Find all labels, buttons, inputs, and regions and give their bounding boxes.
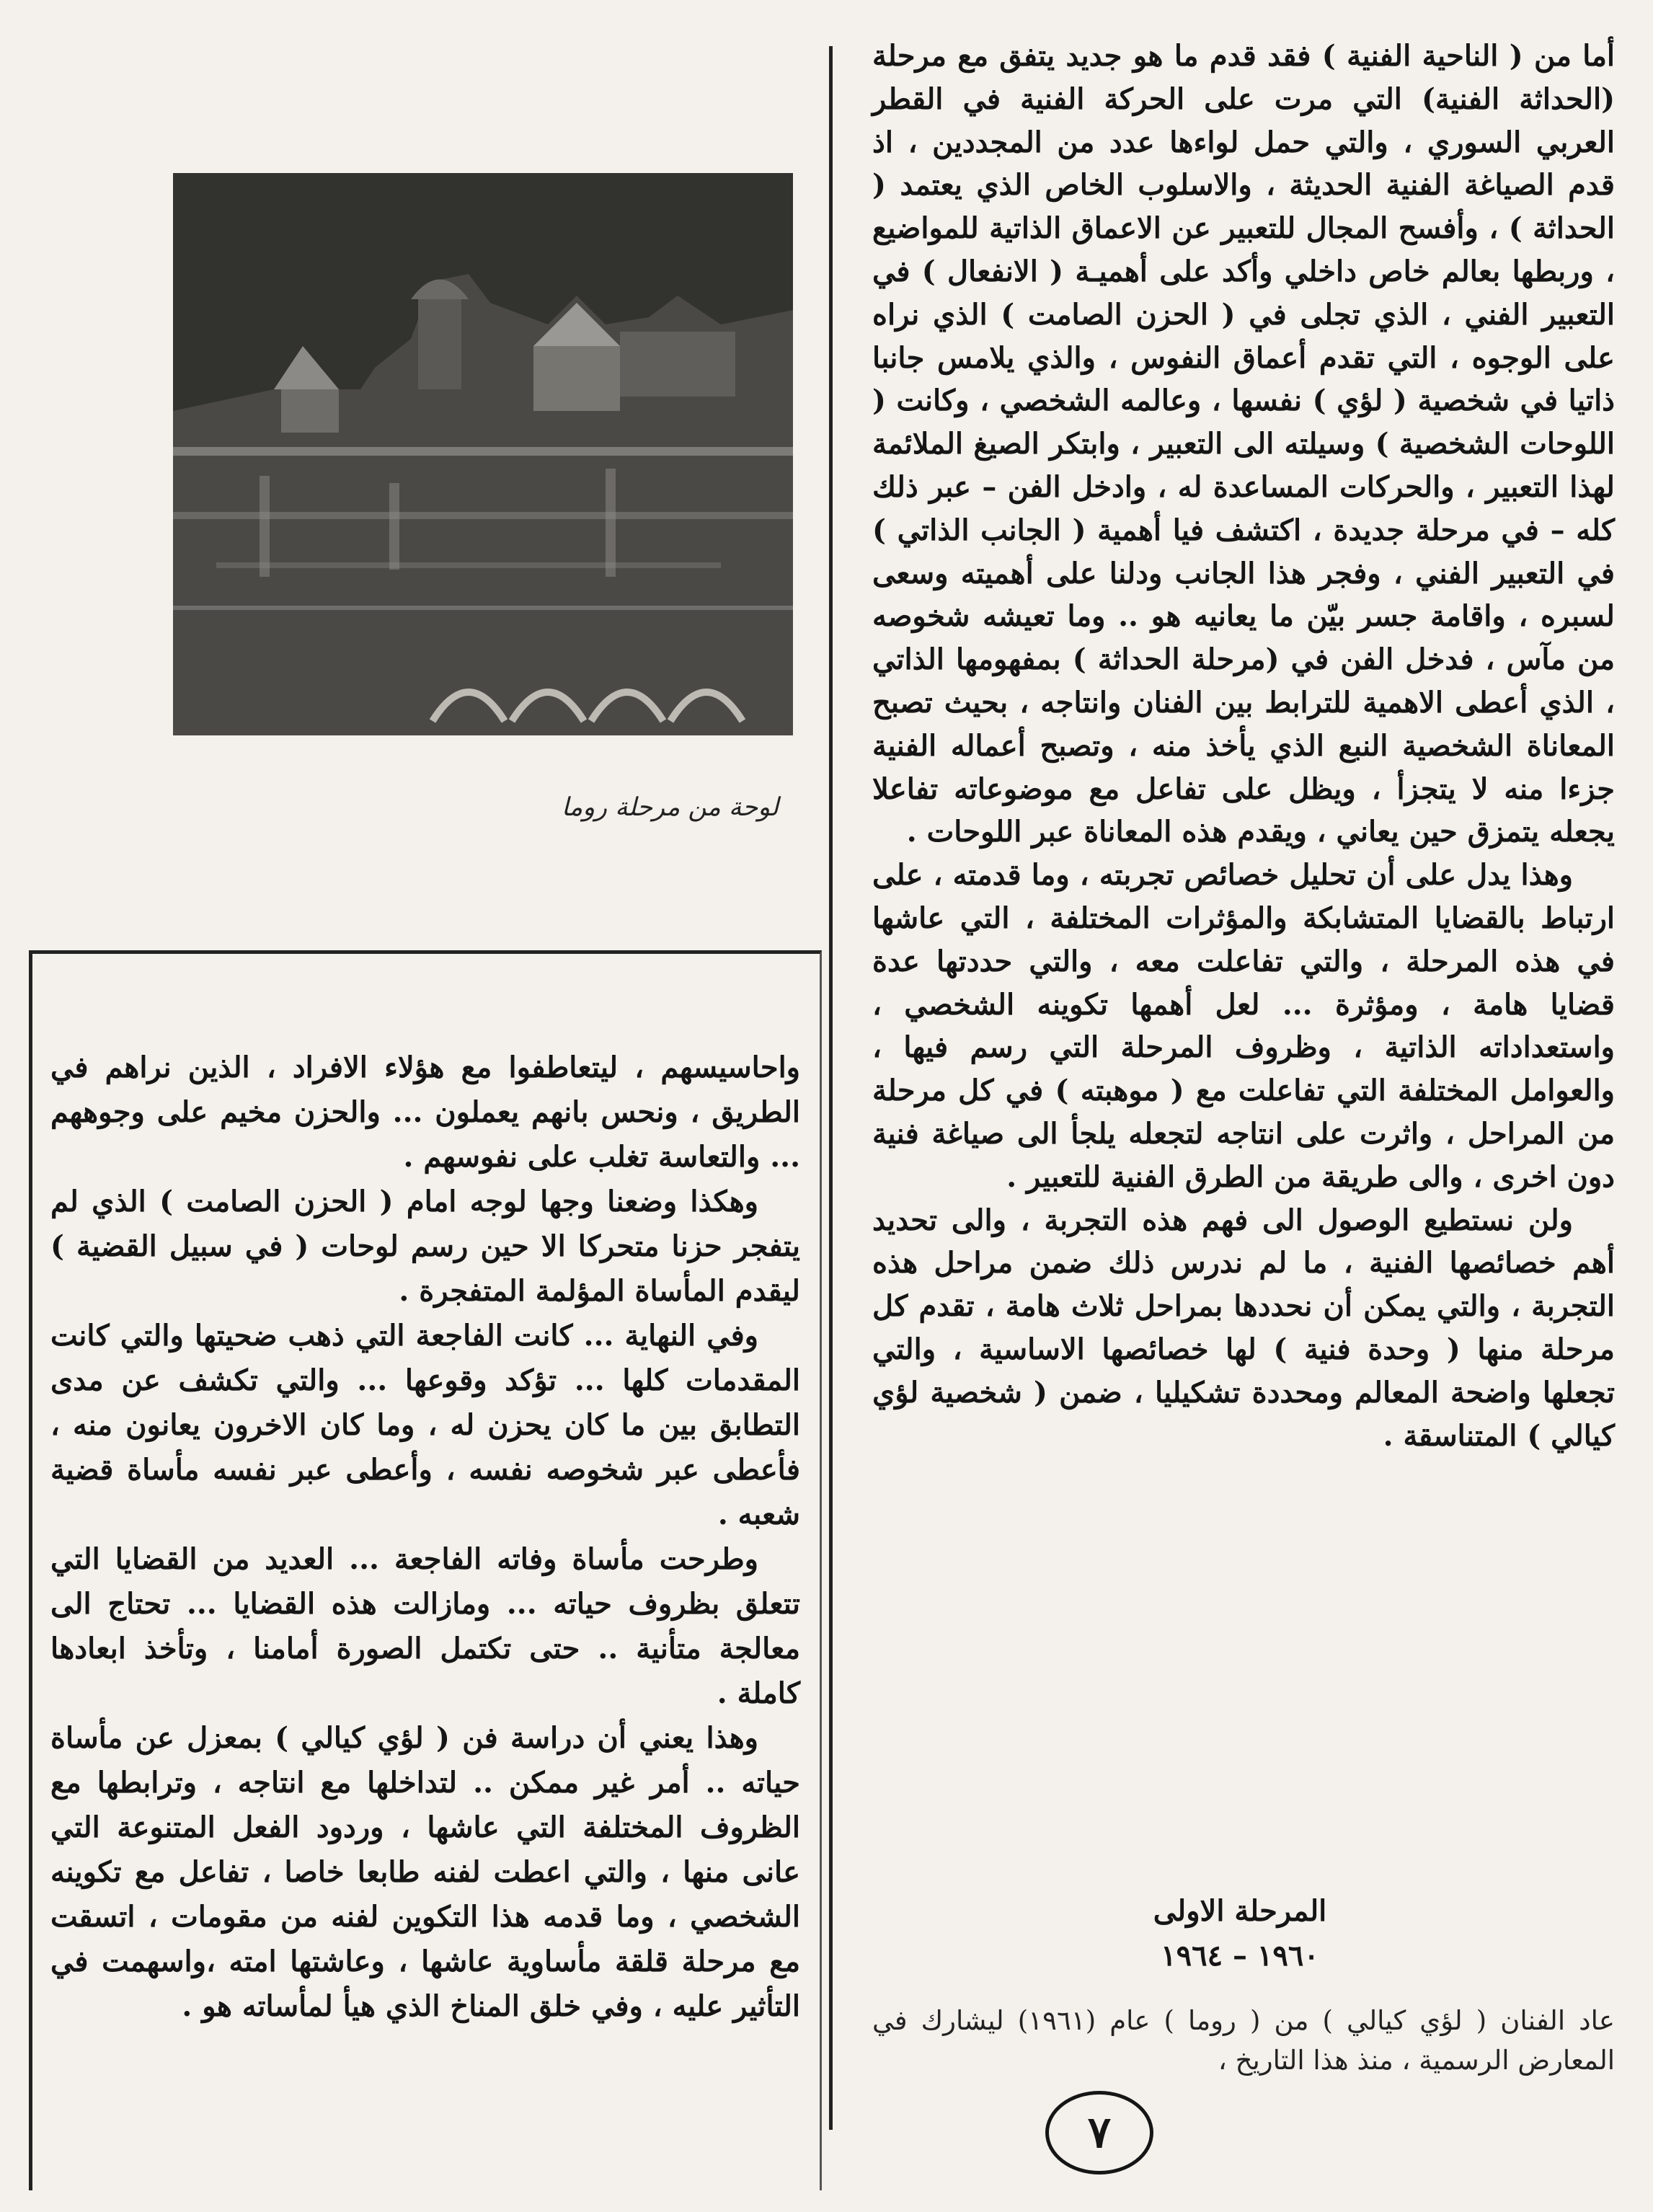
paragraph: واحاسيسهم ، ليتعاطفوا مع هؤلاء الافراد ، الذين نراهم في الطريق ، ونحس بانهم يعملون ... والحزن مخيم على وجوههم ... والتعاسة تغلب على نفوسهم .: [50, 1050, 801, 1174]
section-intro-text: عاد الفنان ( لؤي كيالي ) من ( روما ) عام (١٩٦١) ليشارك في المعارض الرسمية ، منذ هذا التاريخ ،: [872, 2005, 1615, 2076]
paragraph: ولن نستطيع الوصول الى فهم هذه التجربة ، والى تحديد أهم خصائصها الفنية ، ما لم ندرس ذلك ضمن مراحل هذه التجربة ، والتي يمكن أن نحددها بمراحل ثلاث هامة ، تقدم كل مرحلة منها ( وحدة فنية ) لها خصائصها الاساسية ، والتي تجعلها واضحة المعالم ومحددة تشكيليا ، ضمن ( شخصية لؤي كيالي ) المتناسقة .: [872, 1203, 1615, 1453]
column-divider-line: [829, 46, 833, 2130]
paragraph: وهذا يدل على أن تحليل خصائص تجربته ، وما قدمته ، على ارتباط بالقضايا المتشابكة والمؤثرات المختلفة ، التي عاشها في هذه المرحلة ، والتي تفاعلت معه ، والتي حددتها عدة قضايا هامة ، ومؤثرة ... لعل أهمها تكوينه الشخصي ، واستعداداته الذاتية ، وظروف المرحلة التي رسم فيها ، والعوامل المختلفة التي تفاعلت مع ( موهبته ) في كل مرحلة من المراحل ، واثرت على انتاجه لتجعله يلجأ الى صياغة فنية دون اخرى ، والى طريقة من الطرق الفنية للتعبير .: [872, 858, 1615, 1194]
figure-caption: لوحة من مرحلة روما: [561, 793, 779, 822]
left-box-text: [50, 1045, 800, 2029]
section-years: ١٩٦٠ – ١٩٦٤: [1161, 1939, 1319, 1973]
paragraph: وهكذا وضعنا وجها لوجه امام ( الحزن الصامت ) الذي لم يتفجر حزنا متحركا الا حين رسم لوحات ( في سبيل القضية ) ليقدم المأساة المؤلمة المتفجرة .: [50, 1185, 800, 1308]
paragraph: وفي النهاية ... كانت الفاجعة التي ذهب ضحيتها والتي كانت المقدمات كلها ... تؤكد وقوعها ... والتي تكشف عن مدى التطابق بين ما كان يحزن له ، وما كان الاخرون يعانون منه ، فأعطى عبر شخوصه نفسه ، وأعطى عبر نفسه مأساة قضية شعبه .: [50, 1319, 800, 1531]
section-title: المرحلة الاولى: [1153, 1894, 1327, 1928]
right-column-text: [872, 35, 1615, 1457]
paragraph: أما من ( الناحية الفنية ) فقد قدم ما هو جديد يتفق مع مرحلة (الحداثة الفنية) التي مرت على الحركة الفنية في القطر العربي السوري ، والتي حمل لواءها عدد من المجددين ، اذ قدم الصياغة الفنية الحديثة ، والاسلوب الخاص الذي يعتمد ( الحداثة ) ، وأفسح المجال للتعبير عن الاعماق الذاتية للمواضيع ، وربطها بعالم خاص داخلي وأكد على أهميـة ( الانفعال ) في التعبير الفني ، الذي تجلى في ( الحزن الصامت ) الذي نراه على الوجوه ، التي تقدم أعماق النفوس ، والذي يلامس جانبا ذاتيا في شخصية ( لؤي ) نفسها ، وعالمه الشخصي ، وكانت ( اللوحات الشخصية ) وسيلته الى التعبير ، وابتكر الصيغ الملائمة لهذا التعبير ، والحركات المساعدة له ، وادخل الفن – عبر ذلك كله – في مرحلة جديدة ، اكتشف فيا أهمية ( الجانب الذاتي ) في التعبير الفني ، وفجر هذا الجانب ودلنا على أهميته وسعى لسبره ، واقامة جسر بيّن ما يعانيه هو .. وما تعيشه شخوصه من مآس ، فدخل الفن في (مرحلة الحداثة ) بمفهومها الذاتي ، الذي أعطى الاهمية للترابط بين الفنان وانتاجه ، بحيث تصبح المعاناة الشخصية النبع الذي يأخذ منه ، وتصبح أعماله الفنية جزءا منه لا يتجزأ ، ويظل على تفاعل مع موضوعاته تفاعلا يجعله يتمزق حين يعاني ، ويقدم هذه المعاناة عبر اللوحات .: [872, 39, 1615, 849]
painting-photo-rome: [173, 173, 793, 735]
paragraph: وطرحت مأساة وفاته الفاجعة ... العديد من القضايا التي تتعلق بظروف حياته ... ومازالت هذه القضايا ... تحتاج الى معالجة متأنية .. حتى تكتمل الصورة أمامنا ، وتأخذ ابعادها كاملة .: [50, 1542, 800, 1710]
page-number: ٧: [1045, 2091, 1153, 2175]
paragraph: وهذا يعني أن دراسة فن ( لؤي كيالي ) بمعزل عن مأساة حياته .. أمر غير ممكن .. لتداخلها مع انتاجه ، وترابطها مع الظروف المختلفة التي عاشها ، وردود الفعل المتنوعة التي عانى منها ، والتي اعطت لفنه طابعا خاصا ، تفاعل مع تكوينه الشخصي ، وما قدمه هذا التكوين لفنه من مقومات ، اتسقت مع مرحلة قلقة مأساوية عاشها ، وعاشتها امته ،واسهمت في التأثير عليه ، وفي خلق المناخ الذي هيأ لمأساته هو .: [50, 1721, 800, 2023]
